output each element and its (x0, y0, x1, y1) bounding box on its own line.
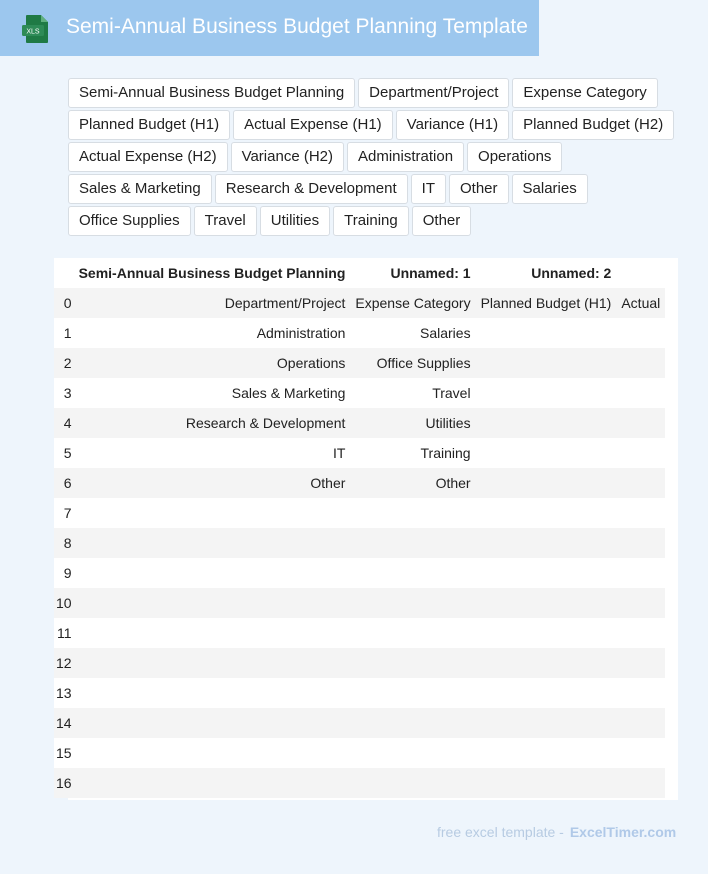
table-cell[interactable] (616, 708, 665, 738)
row-index: 14 (54, 708, 74, 738)
table-cell[interactable] (616, 438, 665, 468)
table-cell[interactable] (476, 408, 617, 438)
tag-chip[interactable]: Office Supplies (68, 206, 191, 236)
tag-chip[interactable]: Research & Development (215, 174, 408, 204)
tag-chip[interactable]: Training (333, 206, 409, 236)
table-row (54, 648, 665, 678)
table-cell[interactable] (74, 708, 351, 738)
table-cell[interactable]: Salaries (350, 318, 475, 348)
index-header (54, 258, 74, 288)
table-row (54, 438, 665, 468)
table-row (54, 738, 665, 768)
tag-chip[interactable]: Semi-Annual Business Budget Planning (68, 78, 355, 108)
row-index: 3 (54, 378, 74, 408)
table-cell[interactable] (476, 468, 617, 498)
table-cell[interactable] (476, 678, 617, 708)
tag-chip[interactable]: Variance (H1) (396, 110, 509, 140)
row-index: 10 (54, 588, 74, 618)
table-cell[interactable] (476, 498, 617, 528)
row-index: 6 (54, 468, 74, 498)
table-cell[interactable] (616, 558, 665, 588)
table-cell[interactable]: Expense Category (350, 288, 475, 318)
table-cell[interactable] (74, 618, 351, 648)
tag-chip[interactable]: Expense Category (512, 78, 657, 108)
table-cell[interactable] (350, 558, 475, 588)
table-cell[interactable] (74, 648, 351, 678)
row-index: 1 (54, 318, 74, 348)
table-cell[interactable] (616, 768, 665, 798)
row-index: 2 (54, 348, 74, 378)
row-index: 13 (54, 678, 74, 708)
table-cell[interactable] (616, 348, 665, 378)
tag-chip[interactable]: Other (449, 174, 509, 204)
row-index: 4 (54, 408, 74, 438)
footer-text: free excel template - (437, 824, 564, 840)
table-cell[interactable] (616, 618, 665, 648)
table-row (54, 288, 665, 318)
data-table (54, 258, 665, 798)
table-cell[interactable] (476, 318, 617, 348)
table-cell[interactable] (476, 438, 617, 468)
table-cell[interactable]: Operations (74, 348, 351, 378)
page-title: Semi-Annual Business Budget Planning Template (66, 15, 528, 38)
table-cell[interactable]: Office Supplies (350, 348, 475, 378)
table-cell[interactable] (350, 528, 475, 558)
table-cell[interactable]: Department/Project (74, 288, 351, 318)
tag-chip[interactable]: Operations (467, 142, 562, 172)
table-cell[interactable] (74, 738, 351, 768)
table-cell[interactable] (350, 498, 475, 528)
row-index: 9 (54, 558, 74, 588)
table-row (54, 468, 665, 498)
tag-chip[interactable]: Actual Expense (H2) (68, 142, 228, 172)
table-cell[interactable] (476, 618, 617, 648)
table-cell[interactable] (476, 738, 617, 768)
table-cell[interactable]: Other (350, 468, 475, 498)
excel-file-icon (22, 14, 50, 44)
column-header[interactable]: Semi-Annual Business Budget Planning (74, 258, 351, 288)
table-cell[interactable]: Research & Development (74, 408, 351, 438)
table-cell[interactable] (616, 318, 665, 348)
table-row (54, 348, 665, 378)
table-cell[interactable] (616, 378, 665, 408)
table-row (54, 318, 665, 348)
table-row (54, 528, 665, 558)
table-cell[interactable] (476, 558, 617, 588)
table-cell[interactable] (476, 648, 617, 678)
table-cell[interactable] (616, 678, 665, 708)
tag-list (68, 78, 708, 238)
table-cell[interactable] (616, 468, 665, 498)
table-cell[interactable]: Actual (616, 288, 665, 318)
tag-chip[interactable]: Department/Project (358, 78, 509, 108)
tag-chip[interactable]: Salaries (512, 174, 588, 204)
table-cell[interactable]: Utilities (350, 408, 475, 438)
table-cell[interactable] (74, 498, 351, 528)
row-index: 11 (54, 618, 74, 648)
row-index: 15 (54, 738, 74, 768)
table-row (54, 618, 665, 648)
row-index: 16 (54, 768, 74, 798)
table-cell[interactable]: IT (74, 438, 351, 468)
table-cell[interactable] (476, 708, 617, 738)
table-cell[interactable] (616, 588, 665, 618)
table-cell[interactable] (74, 558, 351, 588)
table-header-row (54, 258, 665, 288)
tag-chip[interactable]: Utilities (260, 206, 330, 236)
table-cell[interactable] (74, 528, 351, 558)
table-row (54, 558, 665, 588)
table-cell[interactable] (616, 528, 665, 558)
tag-chip[interactable]: Variance (H2) (231, 142, 344, 172)
table-cell[interactable]: Travel (350, 378, 475, 408)
table-row (54, 378, 665, 408)
page-header (0, 0, 539, 56)
row-index: 8 (54, 528, 74, 558)
tag-chip[interactable]: Sales & Marketing (68, 174, 212, 204)
column-header[interactable]: Unnamed: 1 (350, 258, 475, 288)
table-cell[interactable] (476, 768, 617, 798)
tag-chip[interactable]: Planned Budget (H2) (512, 110, 674, 140)
excel-icon-label: XLS (26, 28, 40, 36)
table-cell[interactable] (74, 768, 351, 798)
table-cell[interactable] (350, 738, 475, 768)
table-row (54, 768, 665, 798)
tag-chip[interactable]: Administration (347, 142, 464, 172)
table-row (54, 708, 665, 738)
table-cell[interactable]: Administration (74, 318, 351, 348)
table-cell[interactable] (476, 348, 617, 378)
table-cell[interactable] (74, 588, 351, 618)
table-cell[interactable] (350, 618, 475, 648)
table-cell[interactable] (476, 378, 617, 408)
data-table-container[interactable] (56, 258, 678, 800)
row-index: 5 (54, 438, 74, 468)
table-row (54, 498, 665, 528)
table-cell[interactable] (350, 588, 475, 618)
table-cell[interactable] (350, 648, 475, 678)
table-row (54, 588, 665, 618)
tag-chip[interactable]: Planned Budget (H1) (68, 110, 230, 140)
table-cell[interactable] (476, 588, 617, 618)
row-index: 7 (54, 498, 74, 528)
table-cell[interactable] (476, 528, 617, 558)
table-cell[interactable]: Training (350, 438, 475, 468)
table-cell[interactable] (350, 708, 475, 738)
footer (437, 824, 676, 840)
table-cell[interactable] (616, 498, 665, 528)
column-header[interactable]: Unnamed: 2 (476, 258, 617, 288)
table-cell[interactable]: Other (74, 468, 351, 498)
table-row (54, 408, 665, 438)
table-body (54, 288, 665, 798)
footer-brand-link[interactable]: ExcelTimer.com (569, 824, 677, 840)
column-header[interactable] (616, 258, 665, 288)
tag-chip[interactable]: Actual Expense (H1) (233, 110, 393, 140)
table-cell[interactable] (616, 408, 665, 438)
table-cell[interactable] (350, 678, 475, 708)
tag-chip[interactable]: Other (412, 206, 472, 236)
table-cell[interactable] (350, 768, 475, 798)
tag-chip[interactable]: Travel (194, 206, 257, 236)
table-row (54, 678, 665, 708)
table-cell[interactable]: Planned Budget (H1) (476, 288, 617, 318)
row-index: 0 (54, 288, 74, 318)
row-index: 12 (54, 648, 74, 678)
table-cell[interactable]: Sales & Marketing (74, 378, 351, 408)
table-cell[interactable] (616, 738, 665, 768)
table-cell[interactable] (616, 648, 665, 678)
tag-chip[interactable]: IT (411, 174, 446, 204)
table-cell[interactable] (74, 678, 351, 708)
